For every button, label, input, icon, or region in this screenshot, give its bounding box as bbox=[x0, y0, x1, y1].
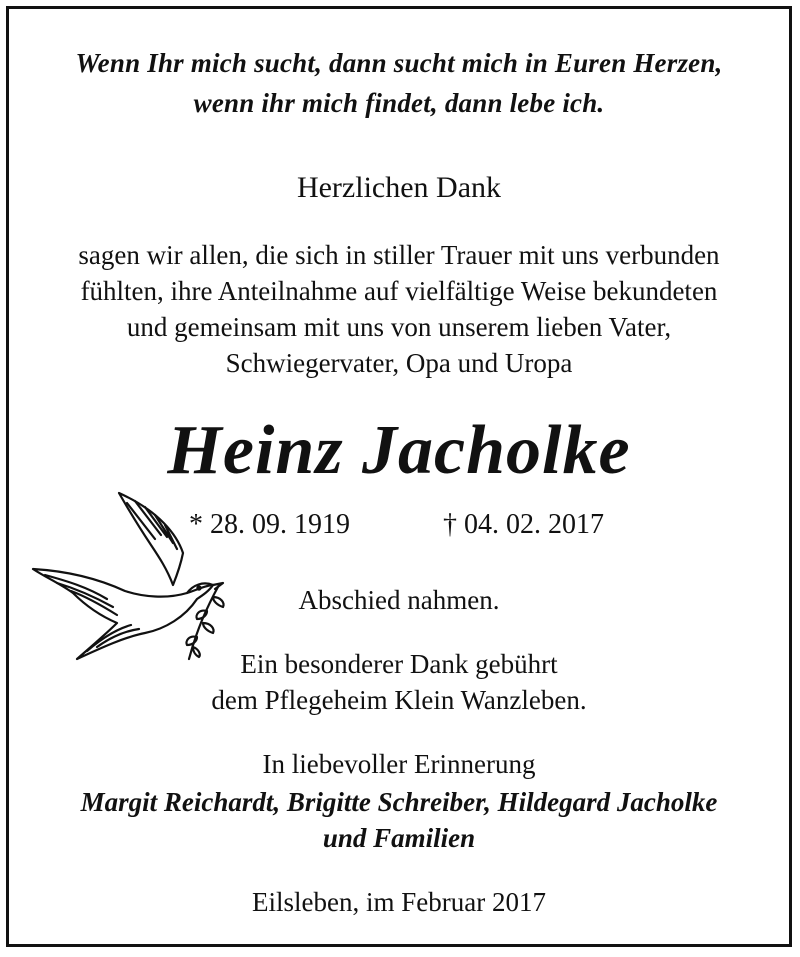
place-and-date: Eilsleben, im Februar 2017 bbox=[252, 887, 546, 917]
body-line-4: Schwiegervater, Opa und Uropa bbox=[225, 348, 573, 378]
obituary-frame bbox=[6, 6, 792, 947]
motto-line-2: wenn ihr mich findet, dann lebe ich. bbox=[193, 88, 605, 118]
deceased-name: Heinz Jacholke bbox=[167, 412, 631, 489]
mourners-line-2: und Familien bbox=[322, 823, 476, 853]
special-thanks-line-1: Ein besonderer Dank gebührt bbox=[240, 649, 558, 679]
body-line-2: fühlten, ihre Anteilnahme auf vielfältige Weise bekundeten bbox=[80, 276, 718, 306]
special-thanks-line-2: dem Pflegeheim Klein Wanzleben. bbox=[211, 685, 587, 715]
motto-line-1: Wenn Ihr mich sucht, dann sucht mich in Euren Herzen, bbox=[75, 48, 723, 78]
body-line-1: sagen wir allen, die sich in stiller Trauer mit uns verbunden bbox=[78, 240, 720, 270]
death-date: † 04. 02. 2017 bbox=[443, 509, 604, 540]
thanks-heading: Herzlichen Dank bbox=[296, 171, 502, 204]
farewell-text: Abschied nahmen. bbox=[298, 585, 500, 615]
birth-date: * 28. 09. 1919 bbox=[189, 509, 350, 540]
mourners-line-1: Margit Reichardt, Brigitte Schreiber, Hildegard Jacholke bbox=[80, 787, 718, 817]
body-line-3: und gemeinsam mit uns von unserem lieben Vater, bbox=[126, 312, 672, 342]
remembrance-text: In liebevoller Erinnerung bbox=[262, 749, 536, 779]
